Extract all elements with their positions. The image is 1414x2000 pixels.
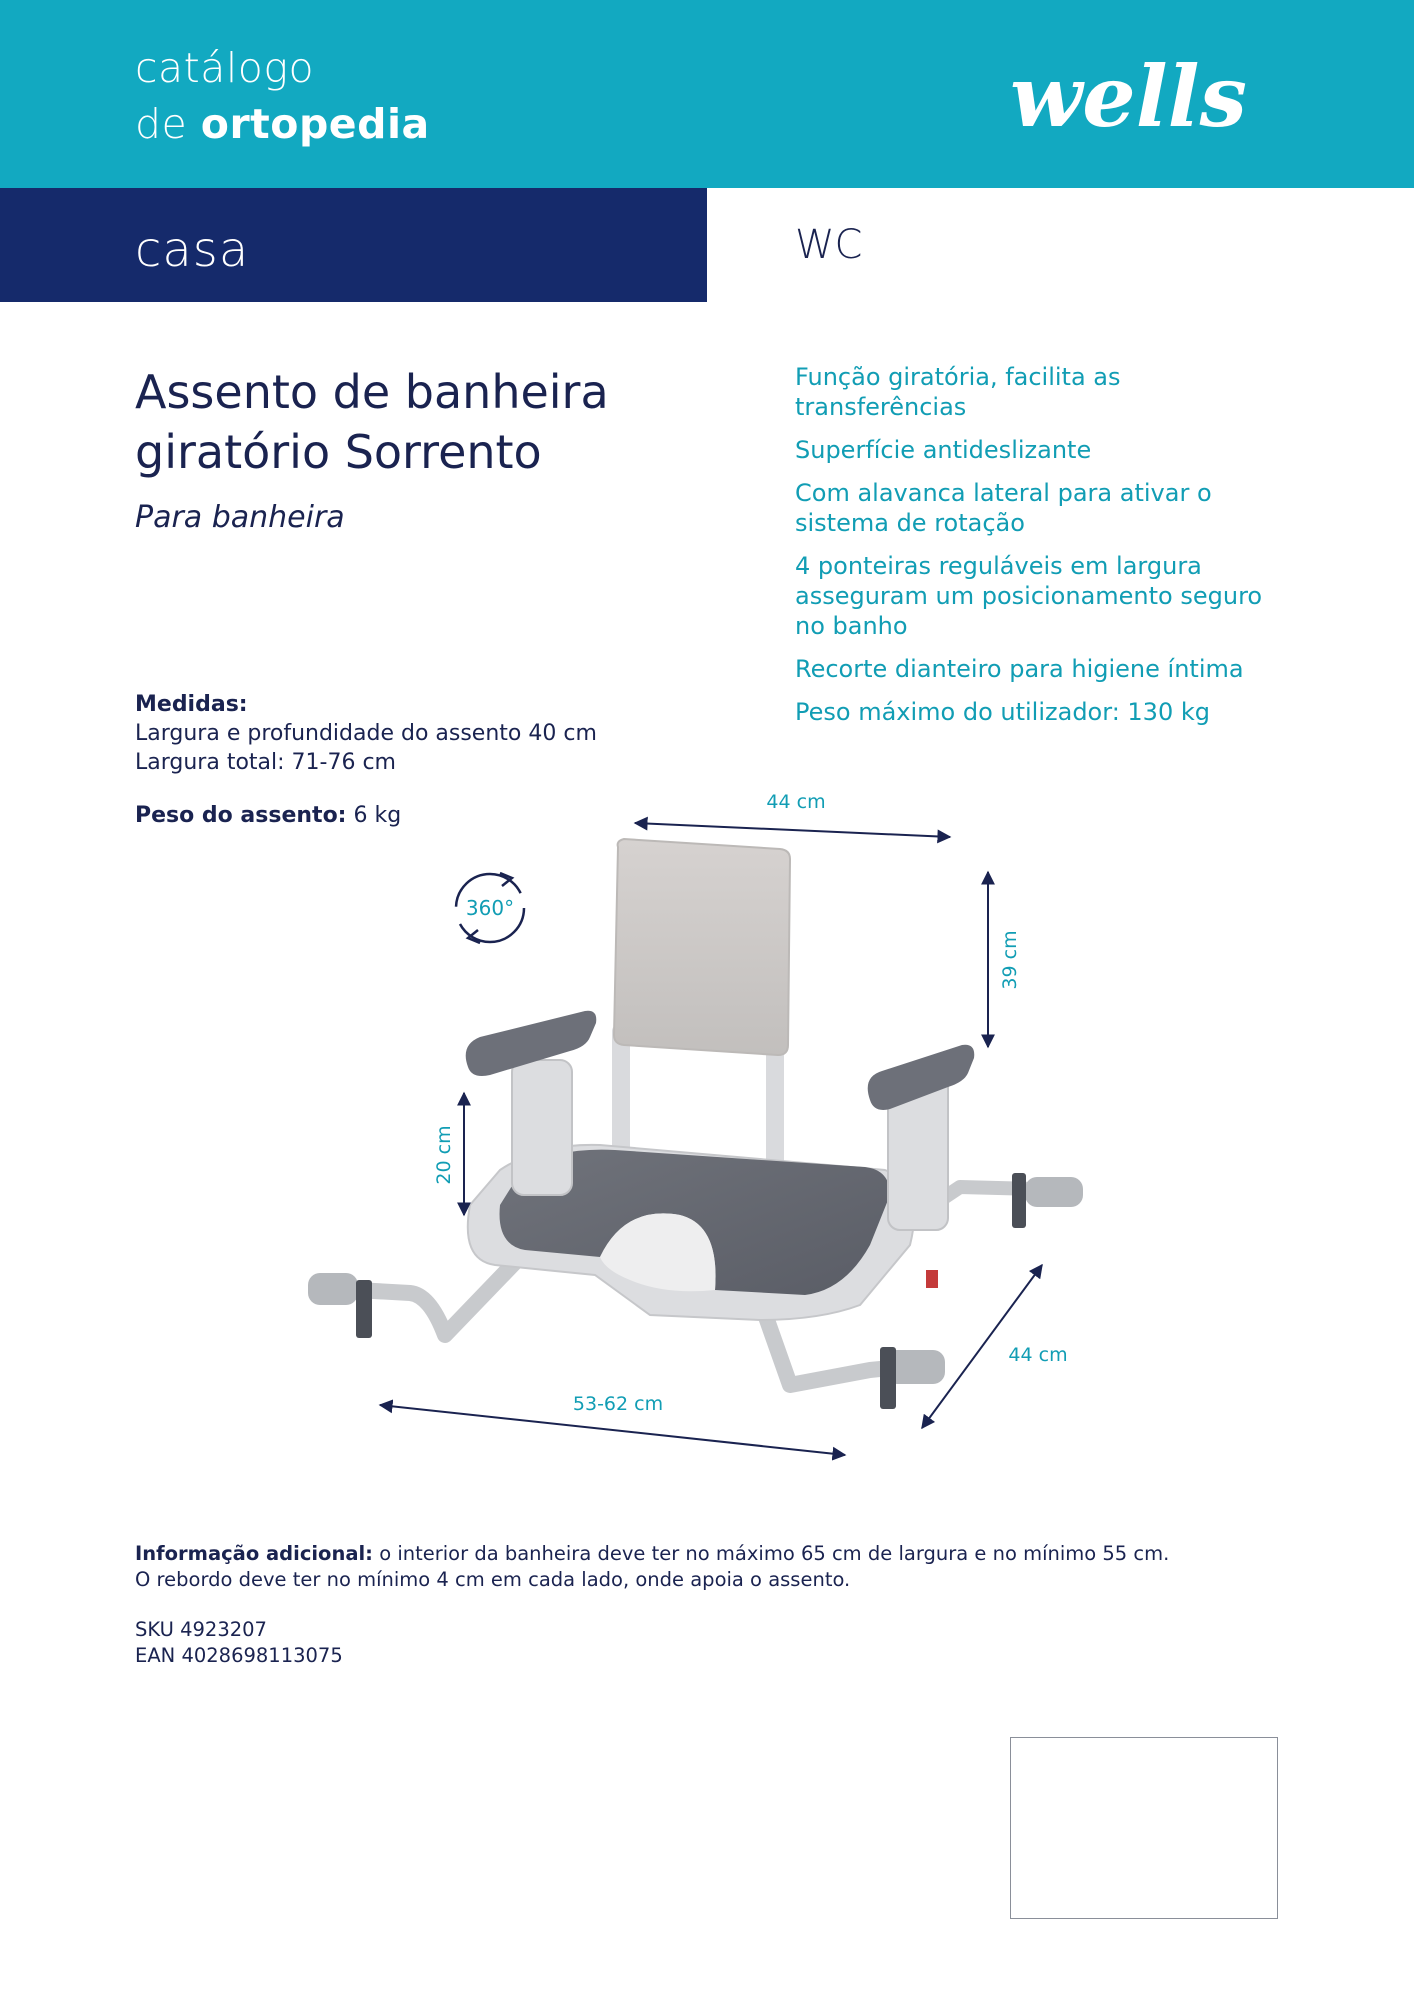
feature-item: Função giratória, facilita as transferências [795, 363, 1121, 421]
catalog-title-line2 [135, 96, 430, 152]
rotation-lever [926, 1270, 938, 1288]
info-line2: O rebordo deve ter no mínimo 4 cm em cada lado, onde apoia o assento. [135, 1568, 851, 1591]
clamp-front [880, 1347, 896, 1409]
category-label: casa [135, 222, 250, 278]
feature-list [795, 362, 1295, 740]
measures-block [135, 690, 597, 777]
product-subtitle: Para banheira [135, 500, 345, 535]
clamp-right [1012, 1173, 1026, 1228]
info-line1: o interior da banheira deve ter no máximo 65 cm de largura e no mínimo 55 cm. [379, 1542, 1170, 1565]
armrest-support-left [512, 1060, 572, 1195]
measures-line2: Largura total: 71-76 cm [135, 750, 396, 775]
feature-item: Recorte dianteiro para higiene íntima [795, 655, 1244, 683]
measures-line1: Largura e profundidade do assento 40 cm [135, 721, 597, 746]
dim-line-back-width [635, 823, 950, 837]
feature-item: 4 ponteiras reguláveis em largura asseguram um posicionamento seguro no banho [795, 552, 1263, 640]
wells-logo [1010, 48, 1290, 148]
additional-info [135, 1541, 1335, 1593]
section-label: WC [795, 222, 863, 268]
product-codes [135, 1617, 343, 1669]
catalog-title-line1: catálogo [135, 44, 315, 92]
weight-label: Peso do assento: [135, 803, 347, 828]
dim-label-depth: 44 cm [1008, 1344, 1068, 1366]
price-box [1010, 1737, 1278, 1919]
clamp-left [356, 1280, 372, 1338]
wells-logo-text: wells [1010, 48, 1247, 146]
feature-item: Peso máximo do utilizador: 130 kg [795, 698, 1210, 726]
measures-label: Medidas: [135, 692, 248, 717]
dim-label-arm-height: 20 cm [433, 1125, 455, 1185]
feature-item: Superfície antideslizante [795, 436, 1092, 464]
rotation-label: 360° [465, 896, 515, 920]
catalog-title-prefix: de [135, 100, 188, 148]
dim-label-back-height: 39 cm [999, 930, 1021, 990]
product-title-line2: giratório Sorrento [135, 425, 542, 479]
grip-left [308, 1273, 358, 1305]
dim-label-back-width: 44 cm [766, 791, 826, 813]
weight-value: 6 kg [353, 803, 402, 828]
product-title-line1: Assento de banheira [135, 365, 609, 419]
category-band [0, 188, 707, 302]
product-title [135, 362, 695, 482]
sku-code: SKU 4923207 [135, 1618, 267, 1641]
feature-item: Com alavanca lateral para ativar o sistema de rotação [795, 479, 1212, 537]
grip-right [1025, 1177, 1083, 1207]
dim-label-width: 53-62 cm [572, 1393, 664, 1415]
backrest [614, 839, 790, 1055]
ean-code: EAN 4028698113075 [135, 1644, 343, 1667]
catalog-title-bold: ortopedia [200, 100, 430, 148]
product-illustration [300, 775, 1150, 1475]
info-label: Informação adicional: [135, 1542, 373, 1565]
catalog-title [135, 40, 430, 152]
